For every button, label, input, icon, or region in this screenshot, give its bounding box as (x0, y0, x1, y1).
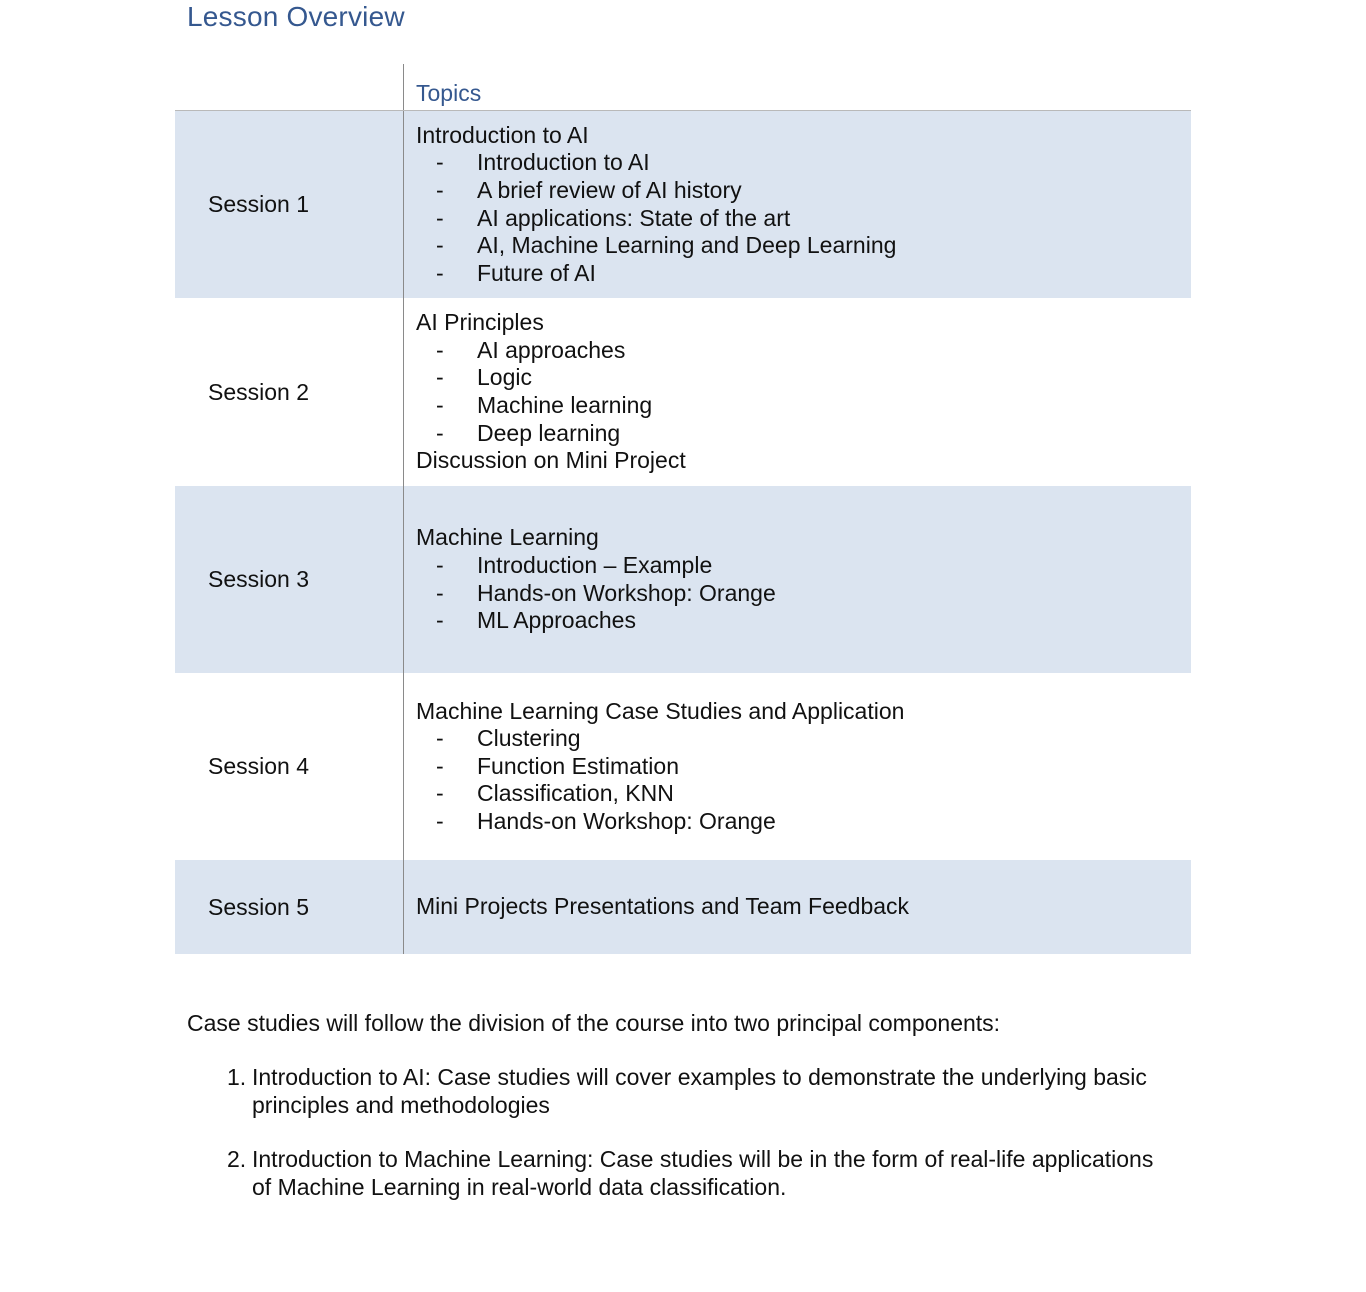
session-label: Session 4 (175, 673, 404, 860)
dash-marker: - (436, 780, 444, 807)
dash-marker: - (436, 551, 444, 578)
dash-marker: - (436, 419, 444, 446)
topics-cell (404, 673, 1191, 860)
bullet-text: AI approaches (477, 336, 626, 363)
bullet-text: Machine learning (477, 392, 653, 418)
topic-bullet (416, 205, 1191, 233)
topic-bullet (416, 392, 1191, 420)
topic-title: Machine Learning Case Studies and Application (416, 697, 905, 724)
dash-marker: - (436, 259, 444, 286)
bullet-text: AI applications: State of the art (477, 204, 791, 231)
topic-bullet (416, 725, 1191, 753)
bullet-text: Hands-on Workshop: Orange (477, 579, 776, 606)
bullet-text: Classification, KNN (477, 780, 674, 807)
dash-marker: - (436, 579, 444, 606)
session-label: Session 3 (175, 486, 404, 673)
dash-marker: - (436, 752, 444, 779)
list-item (227, 1145, 1157, 1201)
bullet-text: ML Approaches (477, 607, 636, 634)
topics-header: Topics (416, 80, 482, 107)
table-row (175, 860, 1191, 954)
topics-cell (404, 298, 1191, 486)
dash-marker: - (436, 176, 444, 203)
table-row (175, 298, 1191, 486)
topics-cell (404, 860, 1191, 954)
topic-footer: Discussion on Mini Project (416, 447, 686, 474)
topic-bullet (416, 780, 1191, 808)
bullet-text: Introduction to AI (477, 149, 650, 176)
dash-marker: - (436, 204, 444, 231)
topic-title: AI Principles (416, 309, 544, 336)
bullet-text: Future of AI (477, 259, 596, 286)
lesson-table (175, 64, 1191, 954)
dash-marker: - (436, 364, 444, 391)
dash-marker: - (436, 725, 444, 752)
session-header-cell (175, 64, 404, 110)
case-studies-list (227, 1063, 1157, 1227)
topic-bullet (416, 337, 1191, 365)
topic-bullet (416, 580, 1191, 608)
table-row (175, 111, 1191, 298)
session-label: Session 2 (175, 298, 404, 486)
table-row (175, 486, 1191, 673)
topic-bullet (416, 177, 1191, 205)
dash-marker: - (436, 607, 444, 634)
dash-marker: - (436, 232, 444, 259)
topic-title: Mini Projects Presentations and Team Feedback (416, 893, 910, 920)
topic-bullet (416, 364, 1191, 392)
dash-marker: - (436, 336, 444, 363)
bullet-text: Function Estimation (477, 752, 679, 779)
list-number: 1. (227, 1064, 247, 1090)
session-label: Session 5 (175, 860, 404, 954)
list-text: Introduction to AI: Case studies will cover examples to demonstrate the underlying basic principles and methodologies (252, 1064, 1147, 1118)
page-title: Lesson Overview (187, 1, 405, 32)
topic-bullet (416, 552, 1191, 580)
dash-marker: - (436, 149, 444, 176)
bullet-text: Deep learning (477, 419, 621, 446)
topics-cell (404, 111, 1191, 298)
bullet-text: AI, Machine Learning and Deep Learning (477, 232, 897, 259)
bullet-text: Introduction – Example (477, 551, 713, 578)
session-label: Session 1 (175, 111, 404, 298)
topics-cell (404, 486, 1191, 673)
topic-bullet (416, 149, 1191, 177)
topic-bullet (416, 420, 1191, 448)
topic-title: Introduction to AI (416, 121, 589, 148)
table-row (175, 673, 1191, 860)
bullet-text: Logic (477, 364, 532, 391)
topic-bullet (416, 808, 1191, 836)
list-item (227, 1063, 1157, 1119)
table-header-row (175, 64, 1191, 111)
bullet-text: Clustering (477, 725, 581, 752)
topic-bullet (416, 260, 1191, 288)
topic-bullet (416, 232, 1191, 260)
dash-marker: - (436, 807, 444, 834)
topic-title: Machine Learning (416, 524, 599, 551)
dash-marker: - (436, 392, 444, 418)
list-number: 2. (227, 1146, 247, 1172)
topic-bullet (416, 607, 1191, 635)
topic-bullet (416, 753, 1191, 781)
bullet-text: A brief review of AI history (477, 176, 742, 203)
case-studies-intro: Case studies will follow the division of the course into two principal components: (187, 1010, 1001, 1036)
bullet-text: Hands-on Workshop: Orange (477, 807, 776, 834)
list-text: Introduction to Machine Learning: Case studies will be in the form of real-life applications of Machine Learning in real-world data classification. (252, 1146, 1154, 1200)
